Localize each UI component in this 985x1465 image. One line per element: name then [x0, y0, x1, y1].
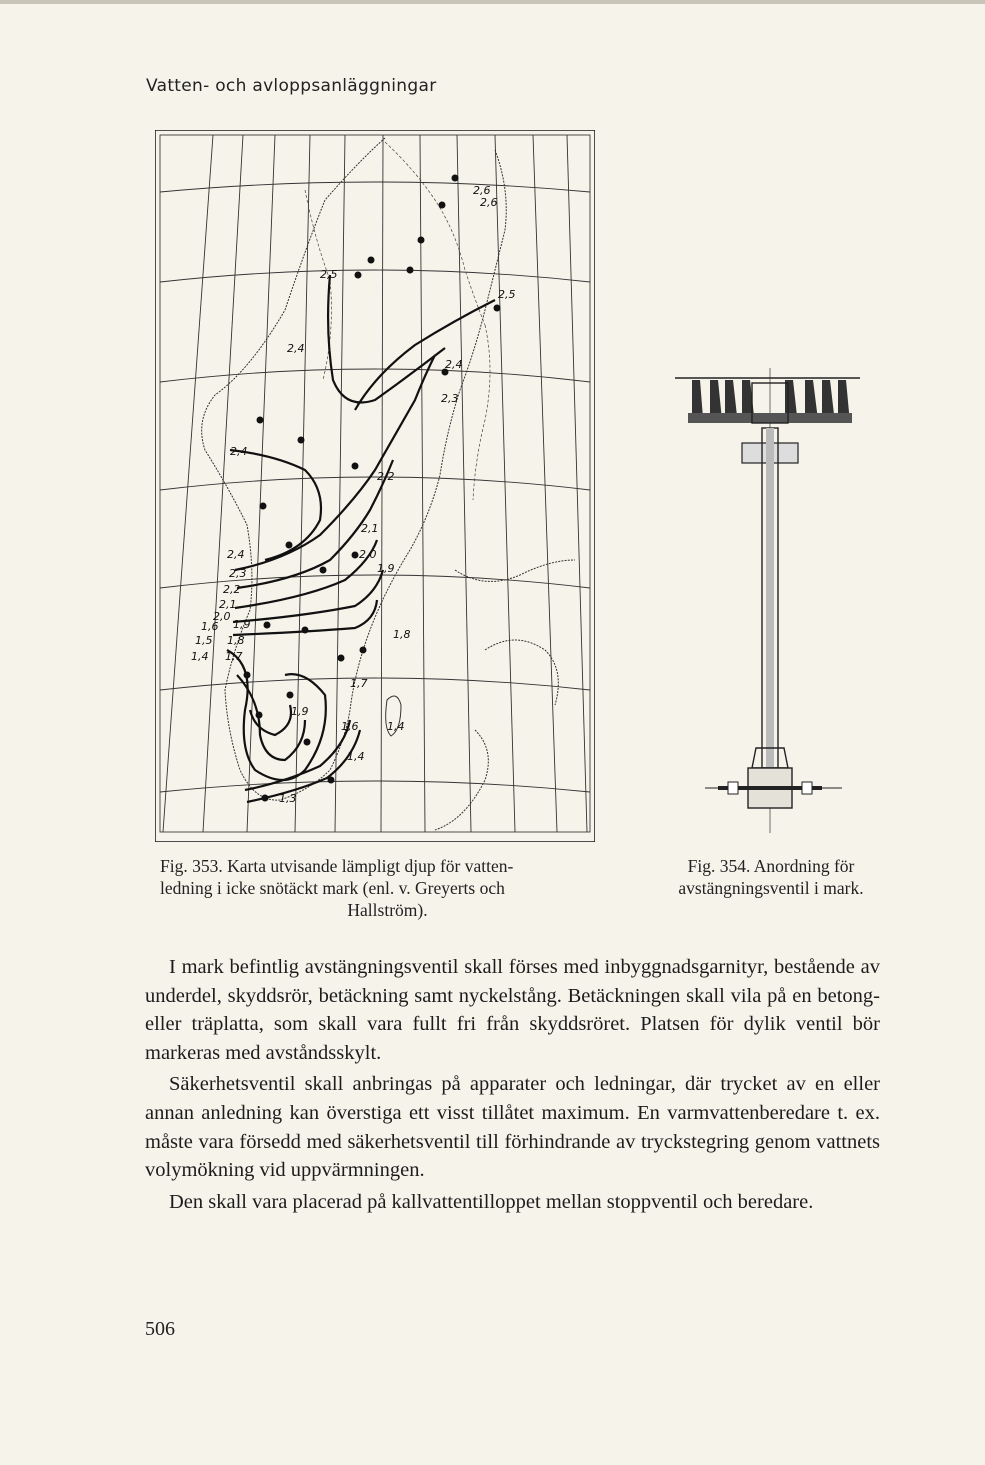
map-label: 2,6 — [480, 196, 498, 209]
concrete-slab — [688, 413, 852, 423]
map-label: 1,4 — [387, 720, 405, 733]
map-label: 1,8 — [227, 634, 245, 647]
contour-labels — [191, 184, 516, 805]
map-label: 1,9 — [233, 618, 251, 631]
map-label: 1,7 — [225, 650, 243, 663]
map-label: 2,3 — [441, 392, 459, 405]
frost-depth-map — [155, 130, 595, 842]
caption-line: Fig. 353. Karta utvisande lämpligt djup för vatten- — [160, 856, 514, 876]
pipe-flange — [802, 782, 812, 794]
figure-353-caption — [160, 855, 615, 921]
caption-line: avstängningsventil i mark. — [678, 878, 864, 898]
map-label: 1,9 — [377, 562, 395, 575]
map-label: 1,3 — [279, 792, 297, 805]
body-text — [145, 953, 880, 1216]
map-label: 2,4 — [230, 445, 248, 458]
parallel-lines — [160, 182, 590, 792]
map-label: 1,8 — [393, 628, 411, 641]
map-label: 2,1 — [219, 598, 237, 611]
map-label: 2,2 — [223, 583, 241, 596]
map-label: 2,4 — [445, 358, 463, 371]
caption-line: Hallström). — [347, 900, 428, 920]
map-label: 1,5 — [195, 634, 213, 647]
page-top-edge — [0, 0, 985, 4]
paragraph: Säkerhetsventil skall anbringas på apparater och ledningar, där trycket av en eller annan anledning kan överstiga ett visst tillåtet maximum. En varmvattenberedare t. ex. måste vara försedd med säkerhetsventil till förhindrande av tryckstegring genom vattnets volymökning vid uppvärmningen. — [145, 1073, 880, 1182]
key-rod — [766, 428, 774, 768]
map-label: 2,1 — [361, 522, 379, 535]
map-label: 1,4 — [191, 650, 209, 663]
map-label: 2,0 — [359, 548, 377, 561]
map-label: 1,9 — [291, 705, 309, 718]
caption-line: ledning i icke snötäckt mark (enl. v. Greyerts och — [160, 878, 505, 898]
map-label: 2,5 — [498, 288, 516, 301]
map-label: 1,6 — [201, 620, 219, 633]
valve-diagram — [670, 368, 870, 833]
map-label: 1,4 — [347, 750, 365, 763]
isolines — [227, 275, 495, 802]
map-label: 2,0 — [213, 610, 231, 623]
station-dots — [244, 175, 501, 802]
map-frame — [155, 130, 595, 842]
map-label: 1,6 — [341, 720, 359, 733]
pipe-flange — [728, 782, 738, 794]
borders — [305, 142, 490, 500]
figure-354-caption — [640, 855, 902, 899]
running-head: Vatten- och avloppsanläggningar — [146, 76, 437, 96]
paragraph: Den skall vara placerad på kallvattentilloppet mellan stoppventil och beredare. — [169, 1190, 814, 1213]
map-label: 2,2 — [377, 470, 395, 483]
map-label: 2,6 — [473, 184, 491, 197]
map-label: 2,5 — [320, 268, 338, 281]
map-label: 2,4 — [227, 548, 245, 561]
page-number: 506 — [145, 1318, 175, 1340]
caption-line: Fig. 354. Anordning för — [687, 856, 855, 876]
map-label: 2,3 — [229, 567, 247, 580]
map-label: 1,7 — [350, 677, 368, 690]
paragraph: I mark befintlig avstängningsventil skall förses med inbyggnadsgarnityr, bestående av underdel, skyddsrör, betäckning samt nyckelstång. Betäckningen skall vila på en betong- eller träplatta, som skall vara fullt fri från skyddsröret. Platsen för dylik ventil bör markeras med avståndsskylt. — [145, 956, 880, 1064]
map-label: 2,4 — [287, 342, 305, 355]
